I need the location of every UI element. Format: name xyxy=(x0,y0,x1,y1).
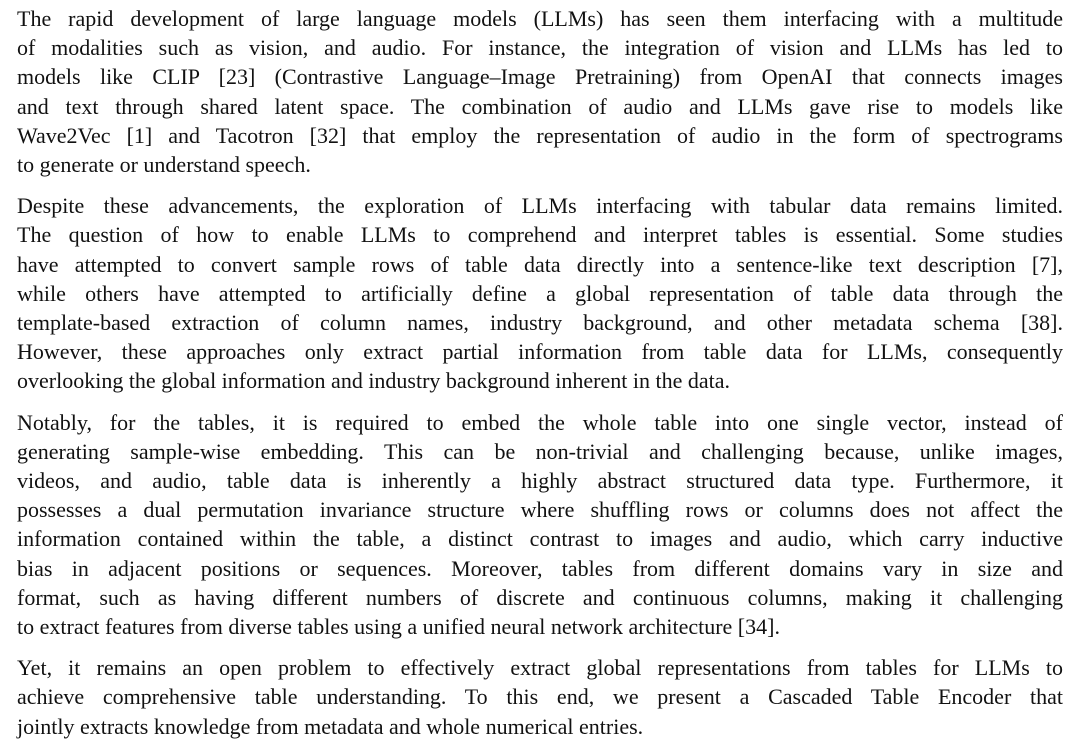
text-line: to extract features from diverse tables using a unified neural network architecture [34]. xyxy=(17,614,780,640)
text-line: template-based extraction of column names, industry background, and other metadata schema [38]. xyxy=(17,310,1063,336)
text-line: Notably, for the tables, it is required to embed the whole table into one single vector, instead of xyxy=(17,409,1063,435)
text-line: while others have attempted to artificially define a global representation of table data through the xyxy=(17,280,1063,306)
paragraph-cascaded-encoder xyxy=(17,653,1063,741)
text-line: However, these approaches only extract partial information from table data for LLMs, consequently xyxy=(17,339,1063,365)
paper-page xyxy=(17,4,1063,753)
text-line: information contained within the table, a distinct contrast to images and audio, which carry inductive xyxy=(17,526,1063,552)
text-line: overlooking the global information and industry background inherent in the data. xyxy=(17,368,730,394)
text-line: and text through shared latent space. The combination of audio and LLMs gave rise to models like xyxy=(17,93,1063,119)
text-line: Despite these advancements, the exploration of LLMs interfacing with tabular data remains limited. xyxy=(17,193,1063,219)
paragraph-llm-modalities xyxy=(17,4,1063,179)
text-line: to generate or understand speech. xyxy=(17,152,311,178)
text-line: possesses a dual permutation invariance structure where shuffling rows or columns does not affect the xyxy=(17,497,1063,523)
text-line: bias in adjacent positions or sequences. Moreover, tables from different domains vary in size and xyxy=(17,555,1063,581)
text-line: models like CLIP [23] (Contrastive Language–Image Pretraining) from OpenAI that connects images xyxy=(17,64,1063,90)
text-line: videos, and audio, table data is inherently a highly abstract structured data type. Furthermore, it xyxy=(17,468,1063,494)
text-line: have attempted to convert sample rows of table data directly into a sentence-like text description [7], xyxy=(17,251,1063,277)
text-line: The rapid development of large language models (LLMs) has seen them interfacing with a multitude xyxy=(17,6,1063,31)
text-line: jointly extracts knowledge from metadata and whole numerical entries. xyxy=(17,713,644,739)
text-line: Wave2Vec [1] and Tacotron [32] that employ the representation of audio in the form of spectrograms xyxy=(17,122,1063,148)
paragraph-table-embedding xyxy=(17,408,1063,642)
text-line: generating sample-wise embedding. This can be non-trivial and challenging because, unlike images, xyxy=(17,438,1063,464)
text-line: Yet, it remains an open problem to effectively extract global representations from tables for LLMs to xyxy=(17,655,1063,681)
text-line: The question of how to enable LLMs to comprehend and interpret tables is essential. Some studies xyxy=(17,222,1063,248)
paragraph-tabular-limits xyxy=(17,191,1063,395)
text-line: achieve comprehensive table understanding. To this end, we present a Cascaded Table Encoder that xyxy=(17,684,1063,710)
text-line: format, such as having different numbers of discrete and continuous columns, making it challenging xyxy=(17,584,1063,610)
text-line: of modalities such as vision, and audio. For instance, the integration of vision and LLMs has led to xyxy=(17,35,1063,61)
